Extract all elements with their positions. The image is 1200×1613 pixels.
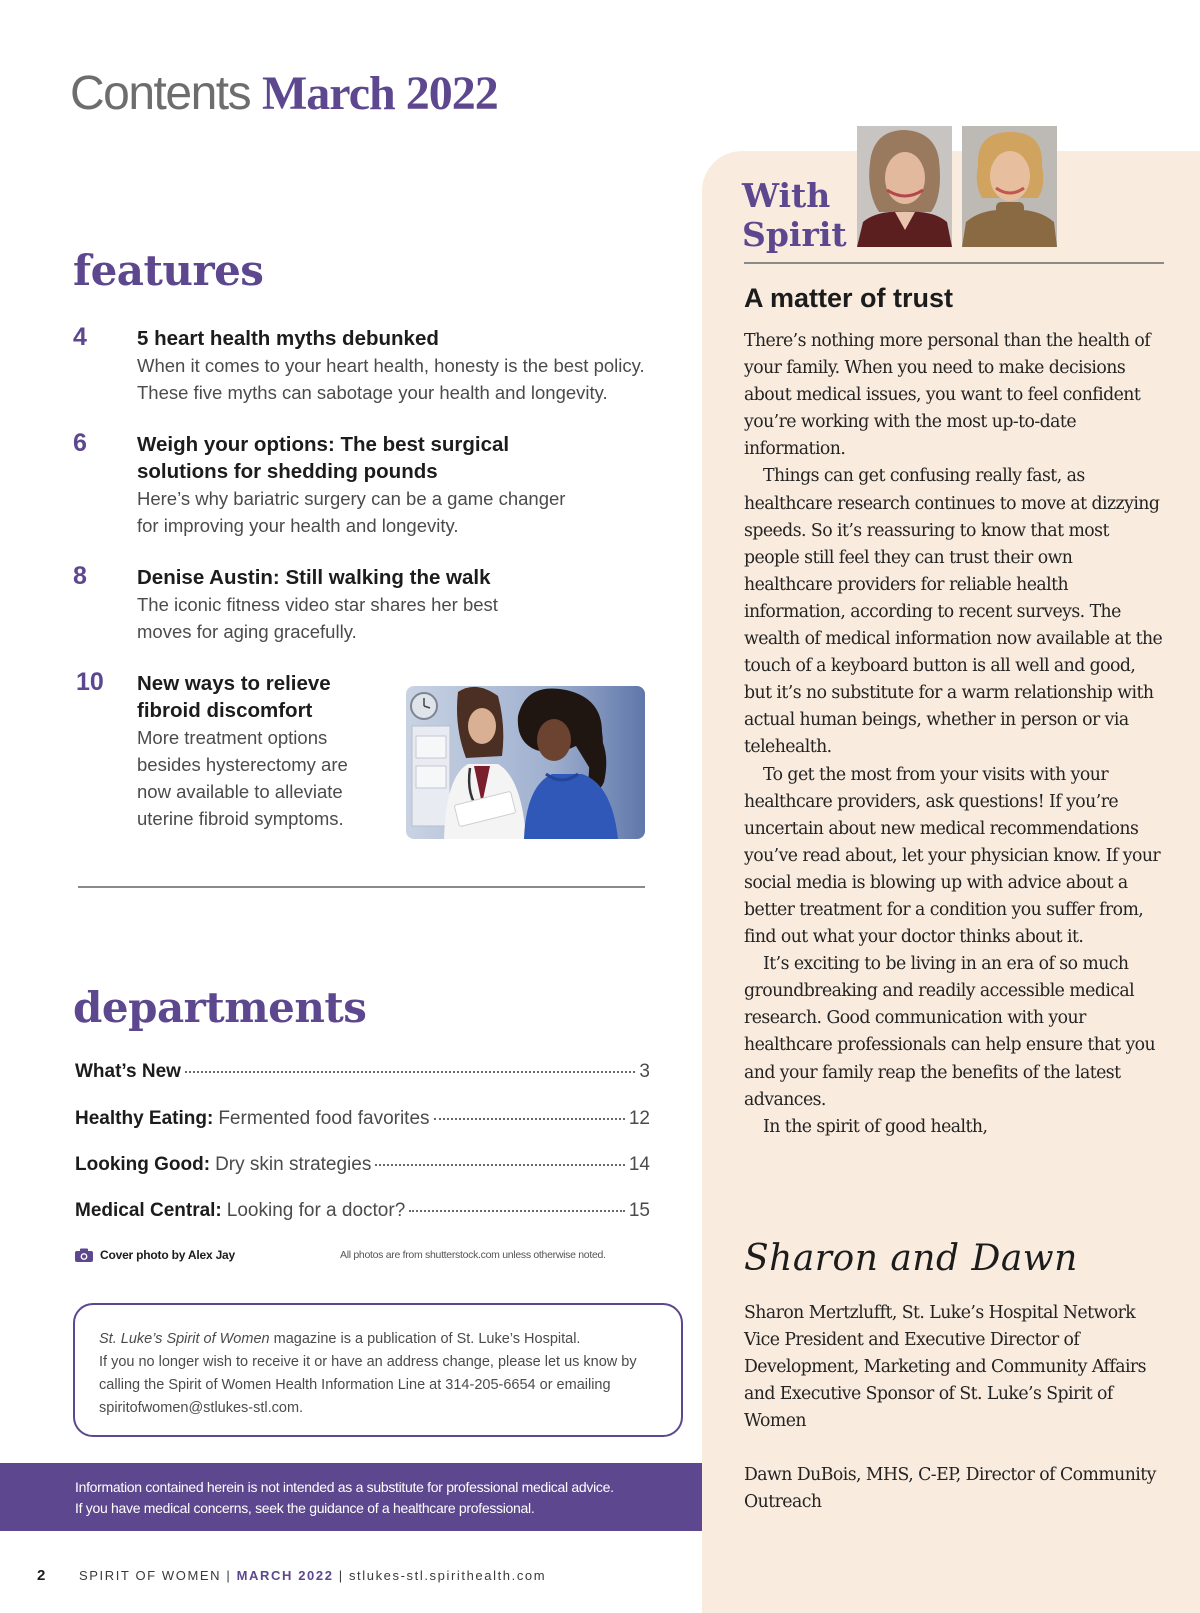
feature-description: More treatment options besides hysterectomy are now available to alleviate uterine fibroid symptoms. — [137, 727, 348, 829]
photo-source-note: All photos are from shutterstock.com unless otherwise noted. — [340, 1249, 606, 1261]
department-topic: Fermented food favorites — [218, 1108, 430, 1129]
department-topic: Looking for a doctor? — [226, 1200, 406, 1221]
footer-separator: | — [338, 1568, 344, 1583]
column-title — [742, 176, 847, 254]
page-title — [70, 66, 498, 121]
camera-icon — [75, 1248, 93, 1267]
department-page-number: 12 — [628, 1108, 650, 1129]
department-item[interactable] — [75, 1061, 650, 1083]
feature-title[interactable]: 5 heart health myths debunked — [137, 327, 439, 350]
disclaimer-line-2: If you have medical concerns, seek the guidance of a healthcare professional. — [75, 1500, 535, 1516]
feature-page-number: 8 — [73, 562, 87, 590]
feature-page-number: 6 — [73, 429, 87, 457]
footer-date: MARCH 2022 — [236, 1568, 334, 1583]
letter-paragraph: It’s exciting to be living in an era of so much groundbreaking and readily accessible medical research. Good communication with your healthcare professionals can help ensure that you and your family reap the benefits of the latest advances. — [744, 954, 1156, 1110]
footer-page-number: 2 — [37, 1567, 46, 1584]
department-page-number: 15 — [628, 1200, 650, 1221]
column-title-line-1: With — [742, 176, 831, 215]
department-item[interactable] — [75, 1154, 650, 1176]
cover-photo-credit: Cover photo by Alex Jay — [100, 1248, 235, 1262]
letter-paragraph: Things can get confusing really fast, as healthcare research continues to move at dizzying speeds. So it’s reassuring to know that most people still feel they can trust their own healthcare providers for reliable health information, according to recent surveys. The wealth of medical information now available at the touch of a keyboard button is all well and good, but it’s no substitute for a warm relationship with actual human beings, whether in person or via telehealth. — [744, 466, 1163, 758]
department-topic: Dry skin strategies — [215, 1154, 372, 1175]
feature-title[interactable]: New ways to relieve fibroid discomfort — [137, 672, 331, 722]
signature: Sharon and Dawn — [744, 1238, 1078, 1279]
issue-date: March 2022 — [261, 67, 498, 120]
letter-paragraph: There’s nothing more personal than the health of your family. When you need to make decisions about medical issues, you want to feel confident you’re working with the most up-to-date information. — [744, 331, 1151, 460]
letter-paragraph: In the spirit of good health, — [763, 1116, 988, 1137]
dot-leader — [434, 1118, 625, 1120]
department-name: Looking Good: — [75, 1154, 211, 1175]
features-heading: features — [73, 246, 264, 295]
department-item[interactable] — [75, 1200, 650, 1222]
signer-dawn: Dawn DuBois, MHS, C-EP, Director of Community Outreach — [744, 1465, 1156, 1513]
dot-leader — [185, 1071, 636, 1073]
feature-page-number: 4 — [73, 323, 87, 351]
publication-line-1: magazine is a publication of St. Luke’s Hospital. — [269, 1331, 581, 1347]
doctor-patient-photo — [406, 686, 645, 839]
department-item[interactable] — [75, 1108, 650, 1130]
department-page-number: 3 — [639, 1061, 650, 1082]
footer-publication: SPIRIT OF WOMEN — [78, 1568, 222, 1583]
dot-leader — [409, 1210, 625, 1212]
feature-title[interactable]: Weigh your options: The best surgical solutions for shedding pounds — [137, 433, 510, 483]
departments-heading: departments — [73, 983, 367, 1032]
feature-title[interactable]: Denise Austin: Still walking the walk — [137, 566, 491, 589]
contents-label: Contents — [70, 67, 251, 120]
feature-description: Here’s why bariatric surgery can be a game changer for improving your health and longevity. — [137, 488, 566, 536]
magazine-name: St. Luke’s Spirit of Women — [99, 1331, 270, 1347]
disclaimer-line-1: Information contained herein is not intended as a substitute for professional medical advice. — [75, 1479, 614, 1495]
signer-sharon: Sharon Mertzlufft, St. Luke’s Hospital Network Vice President and Executive Director of Development, Marketing and Community Affairs and Executive Sponsor of St. Luke’s Spirit of Women — [744, 1303, 1146, 1432]
dot-leader — [375, 1164, 625, 1166]
portrait-dawn — [962, 126, 1057, 247]
portrait-sharon — [857, 126, 952, 247]
letter-body — [744, 328, 1164, 1141]
page-footer — [37, 1567, 546, 1584]
department-name: Healthy Eating: — [75, 1108, 214, 1129]
feature-description: The iconic fitness video star shares her best moves for aging gracefully. — [137, 594, 498, 642]
medical-disclaimer — [0, 1463, 702, 1531]
column-title-line-2: Spirit — [742, 215, 847, 254]
footer-separator: | — [226, 1568, 232, 1583]
footer-website[interactable]: stlukes-stl.spirithealth.com — [348, 1568, 547, 1583]
department-page-number: 14 — [628, 1154, 650, 1175]
section-divider — [78, 886, 645, 888]
letter-paragraph: To get the most from your visits with your healthcare providers, ask questions! If you’re uncertain about new medical recommendations you’ve read about, let your physician know. If your social media is blowing up with advice about a better treatment for a condition you suffer from, find out what your doctor thinks about it. — [744, 764, 1161, 948]
photo-credits — [75, 1247, 645, 1265]
feature-description: When it comes to your heart health, honesty is the best policy. These five myths can sabotage your health and longevity. — [137, 355, 645, 403]
department-name: Medical Central: — [75, 1200, 222, 1221]
publication-info-box — [73, 1303, 683, 1437]
column-divider — [744, 262, 1164, 264]
letter-title: A matter of trust — [744, 283, 954, 313]
feature-page-number: 10 — [76, 668, 104, 696]
publication-line-2: If you no longer wish to receive it or have an address change, please let us know by calling the Spirit of Women Health Information Line at 314-205-6654 or emailing spiritofwomen@stlukes-stl.com. — [99, 1354, 637, 1416]
department-name: What’s New — [75, 1061, 181, 1082]
